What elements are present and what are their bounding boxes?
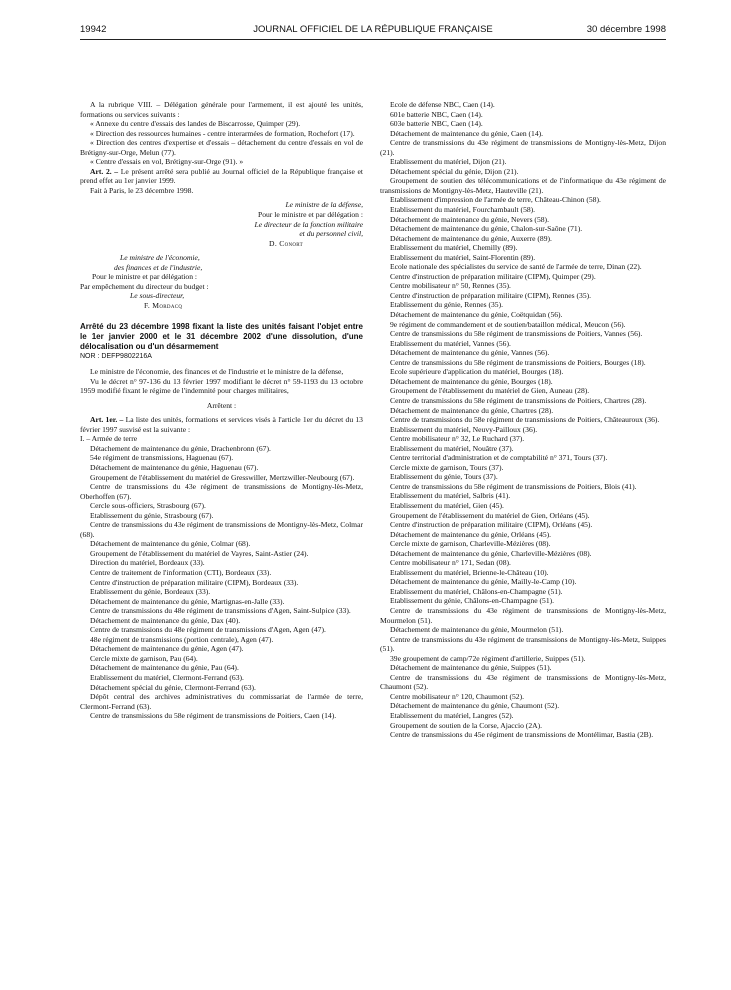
list-item: Etablissement du génie, Bordeaux (33).	[90, 587, 211, 597]
list-item: Etablissement du génie, Châlons-en-Champagne (51).	[390, 596, 555, 606]
list-item: Groupement de l'établissement du matériel de Gien, Orléans (45).	[390, 510, 590, 520]
signature-line: Par empêchement du directeur du budget :	[80, 281, 209, 291]
list-item: Centre mobilisateur n° 171, Sedan (08).	[390, 558, 511, 568]
list-item: Etablissement du matériel, Vannes (56).	[390, 338, 511, 348]
header-rule	[80, 39, 666, 40]
list-item: Ecole supérieure d'application du matériel, Bourges (18).	[390, 367, 564, 377]
list-item: Détachement de maintenance du génie, Colmar (68).	[90, 539, 251, 549]
list-item: Détachement de maintenance du génie, Haguenau (67).	[90, 462, 259, 472]
list-item: 48e régiment de transmissions (portion centrale), Agen (47).	[90, 634, 274, 644]
list-item: Cercle sous-officiers, Strasbourg (67).	[90, 501, 206, 511]
list-item: Etablissement du matériel, Dijon (21).	[390, 157, 507, 167]
list-item: Centre de transmissions du 58e régiment de transmissions de Poitiers, Caen (14).	[90, 711, 337, 721]
left-unit-list	[80, 444, 363, 721]
list-item: Centre d'instruction de préparation militaire (CIPM), Bordeaux (33).	[90, 577, 299, 587]
list-item: « Centre d'essais en vol, Brétigny-sur-Orge (91). »	[90, 157, 244, 167]
page-header	[80, 24, 666, 38]
list-item: Groupement de soutien de la Corse, Ajaccio (2A).	[390, 720, 543, 730]
list-item: Centre mobilisateur n° 120, Chaumont (52).	[390, 691, 525, 701]
signatory-name: D. Conort	[269, 238, 303, 248]
article-2-label: Art. 2. –	[90, 166, 119, 176]
list-item: Cercle mixte de garnison, Pau (64).	[90, 653, 198, 663]
page-number: 19942	[80, 24, 107, 35]
signature-line: Le ministre de l'économie,	[120, 253, 200, 263]
list-item: Détachement de maintenance du génie, Chalon-sur-Saône (71).	[390, 224, 583, 234]
list-item: Groupement de soutien des télécommunications et de l'informatique du 43e régiment de transmissions de Montigny-lès-Metz, Hauteville (21).	[380, 176, 666, 195]
list-item: Détachement spécial du génie, Clermont-Ferrand (63).	[90, 682, 256, 692]
list-item: Etablissement du génie, Tours (37).	[390, 472, 498, 482]
article-2-text: Le présent arrêté sera publié au Journal officiel de la République française et prend effet au 1er janvier 1999.	[80, 166, 363, 186]
list-item: Centre d'instruction de préparation militaire (CIPM), Rennes (35).	[390, 290, 592, 300]
list-item: Centre de transmissions du 43e régiment de transmissions de Montigny-lès-Metz, Suippes (51).	[380, 634, 666, 654]
list-item: Centre de transmissions du 45e régiment de transmissions de Montélimar, Bastia (2B).	[390, 730, 654, 740]
list-item: 9e régiment de commandement et de soutien/bataillon médical, Meucon (56).	[390, 319, 626, 329]
list-item: 39e groupement de camp/72e régiment d'artillerie, Suippes (51).	[390, 653, 586, 663]
list-item: Détachement de maintenance du génie, Pau (64).	[90, 663, 239, 673]
issue-date: 30 décembre 1998	[586, 24, 666, 35]
preamble-paragraph: Le ministre de l'économie, des finances et de l'industrie et le ministre de la défense,	[90, 367, 344, 377]
list-item: Groupement de l'établissement du matériel de Vayres, Saint-Astier (24).	[90, 548, 309, 558]
list-item: Centre de transmissions du 43e régiment de transmissions de Montigny-lès-Metz, Dijon (21).	[380, 138, 666, 157]
nor-reference: NOR : DEFP9802216A	[80, 353, 152, 361]
list-item: Centre de transmissions du 48e régiment de transmissions d'Agen, Agen (47).	[90, 625, 326, 635]
list-item: 54e régiment de transmissions, Haguenau (67).	[90, 453, 234, 463]
list-item: Détachement de maintenance du génie, Mailly-le-Camp (10).	[390, 577, 577, 587]
list-item: Cercle mixte de garnison, Tours (37).	[390, 462, 504, 472]
list-item: Etablissement du génie, Rennes (35).	[390, 300, 504, 310]
list-item: Etablissement du matériel, Châlons-en-Champagne (51).	[390, 586, 563, 596]
list-item: Centre de transmissions du 43e régiment de transmissions de Montigny-lès-Metz, Mourmelon (51).	[380, 605, 666, 625]
arretent: Arrêtent :	[206, 400, 237, 410]
list-item: Etablissement du matériel, Nouâtre (37).	[390, 443, 514, 453]
list-item: Détachement de maintenance du génie, Coëtquidan (56).	[390, 310, 563, 320]
list-item: 601e batterie NBC, Caen (14).	[390, 109, 483, 119]
list-item: Détachement de maintenance du génie, Bourges (18).	[390, 376, 553, 386]
signatory-name: F. Mordacq	[144, 300, 183, 310]
list-item: Centre d'instruction de préparation militaire (CIPM), Orléans (45).	[390, 520, 593, 530]
list-item: Etablissement du matériel, Neuvy-Pailloux (36).	[390, 424, 538, 434]
signature-line: des finances et de l'industrie,	[114, 262, 203, 272]
list-item: Détachement de maintenance du génie, Nevers (58).	[390, 214, 549, 224]
list-item: Centre de transmissions du 58e régiment de transmissions de Poitiers, Chartres (28).	[390, 395, 647, 405]
section-heading: I. – Armée de terre	[80, 434, 138, 444]
list-item: Centre de transmissions du 58e régiment de transmissions de Poitiers, Châteauroux (36).	[390, 415, 660, 425]
list-item: Groupement de l'établissement du matériel de Gien, Auneau (28).	[390, 386, 590, 396]
article-2	[80, 167, 363, 186]
list-item: « Direction des centres d'expertise et d'essais – détachement du centre d'essais en vol de Brétigny-sur-Orge, Melun (77).	[80, 138, 363, 157]
list-item: Etablissement du matériel, Salbris (41).	[390, 491, 511, 501]
list-item: Centre d'instruction de préparation militaire (CIPM), Quimper (29).	[390, 271, 596, 281]
right-unit-list	[380, 100, 666, 740]
list-item: Détachement de maintenance du génie, Agen (47).	[90, 644, 244, 654]
list-item: Etablissement du matériel, Clermont-Ferrand (63).	[90, 672, 244, 682]
article-1-label: Art. 1er. –	[90, 415, 124, 425]
signature-line: et du personnel civil,	[299, 229, 363, 239]
list-item: Direction du matériel, Bordeaux (33).	[90, 558, 205, 568]
signature-line: Le ministre de la défense,	[285, 200, 363, 210]
list-item: Centre de transmissions du 58e régiment de transmissions de Poitiers, Vannes (56).	[390, 329, 643, 339]
list-item: Centre de transmissions du 58e régiment de transmissions de Poitiers, Blois (41).	[390, 481, 637, 491]
list-item: Détachement de maintenance du génie, Chartres (28).	[390, 405, 554, 415]
list-item: Détachement de maintenance du génie, Dax (40).	[90, 615, 241, 625]
list-item: Ecole nationale des spécialistes du service de santé de l'armée de terre, Dinan (22).	[390, 262, 642, 272]
list-item: Détachement spécial du génie, Dijon (21).	[390, 166, 519, 176]
article-1	[80, 415, 363, 434]
list-item: « Annexe du centre d'essais des landes de Biscarrosse, Quimper (29).	[90, 119, 301, 129]
decree-title: Arrêté du 23 décembre 1998 fixant la liste des unités faisant l'objet entre le 1er janvier 2000 et le 31 décembre 2002 d'une dissolution, d'une délocalisation ou d'un désarmement	[80, 322, 363, 352]
left-column	[80, 100, 363, 721]
list-item: Centre de traitement de l'information (CTI), Bordeaux (33).	[90, 567, 272, 577]
right-column	[380, 100, 666, 740]
list-item: Détachement de maintenance du génie, Martignas-en-Jalle (33).	[90, 596, 285, 606]
signature-line: Pour le ministre et par délégation :	[257, 210, 363, 220]
list-item: « Direction des ressources humaines - centre interarmées de formation, Rochefort (17).	[90, 128, 355, 138]
list-item: Groupement de l'établissement du matériel de Gresswiller, Mertzwiller-Neubourg (67).	[90, 472, 355, 482]
list-item: Détachement de maintenance du génie, Vannes (56).	[390, 348, 550, 358]
list-item: Détachement de maintenance du génie, Chaumont (52).	[390, 701, 560, 711]
done-at: Fait à Paris, le 23 décembre 1998.	[90, 185, 194, 195]
journal-title: JOURNAL OFFICIEL DE LA RÉPUBLIQUE FRANÇAISE	[253, 24, 493, 35]
list-item: Etablissement du matériel, Saint-Florentin (89).	[390, 252, 536, 262]
list-item: Etablissement du matériel, Gien (45).	[390, 500, 504, 510]
article-1-text: La liste des unités, formations et services visés à l'article 1er du décret du 13 février 1997 susvisé est la suivante :	[80, 415, 363, 434]
list-item: Centre territorial d'administration et de comptabilité n° 371, Tours (37).	[390, 453, 608, 463]
signature-line: Le sous-directeur,	[130, 291, 185, 301]
list-item: Centre de transmissions du 43e régiment de transmissions de Montigny-lès-Metz, Colmar (68).	[80, 520, 363, 539]
list-item: Détachement de maintenance du génie, Suippes (51).	[390, 663, 552, 673]
list-item: Centre de transmissions du 58e régiment de transmissions de Poitiers, Bourges (18).	[390, 357, 646, 367]
list-item: Détachement de maintenance du génie, Orléans (45).	[390, 529, 552, 539]
list-item: Etablissement du matériel, Langres (52).	[390, 711, 514, 720]
list-item: Détachement de maintenance du génie, Charleville-Mézières (08).	[390, 548, 592, 558]
list-item: Ecole de défense NBC, Caen (14).	[390, 100, 495, 109]
list-item: Centre de transmissions du 48e régiment de transmissions d'Agen, Saint-Sulpice (33).	[90, 606, 351, 616]
intro-paragraph: A la rubrique VIII. – Délégation générale pour l'armement, il est ajouté les unités, formations ou services suivants :	[80, 100, 363, 119]
list-item: Etablissement du matériel, Brienne-le-Château (10).	[390, 567, 549, 577]
list-item: Détachement de maintenance du génie, Caen (14).	[390, 128, 544, 138]
list-item: 603e batterie NBC, Caen (14).	[390, 119, 483, 129]
list-item: Centre de transmissions du 43e régiment de transmissions de Montigny-lès-Metz, Oberhoffen (67).	[80, 482, 363, 501]
list-item: Cercle mixte de garnison, Charleville-Mézières (08).	[390, 539, 551, 549]
list-item: Etablissement du génie, Strasbourg (67).	[90, 510, 214, 520]
list-item: Etablissement d'impression de l'armée de terre, Château-Chinon (58).	[390, 195, 601, 205]
list-item: Centre mobilisateur n° 50, Rennes (35).	[390, 281, 511, 291]
preamble-paragraph: Vu le décret n° 97-136 du 13 février 1997 modifiant le décret n° 59-1193 du 13 octobre 1959 modifié fixant le régime de l'indemnité pour charges militaires,	[80, 376, 363, 396]
list-item: Etablissement du matériel, Chemilly (89).	[390, 243, 518, 253]
signature-line: Pour le ministre et par délégation :	[92, 272, 198, 282]
list-item: Centre de transmissions du 43e régiment de transmissions de Montigny-lès-Metz, Chaumont (52).	[380, 672, 666, 692]
list-item: Dépôt central des archives administratives du commissariat de l'armée de terre, Clermont-Ferrand (63).	[80, 692, 363, 711]
list-item: Détachement de maintenance du génie, Drachenbronn (67).	[90, 443, 271, 453]
list-item: Centre mobilisateur n° 32, Le Ruchard (37).	[390, 434, 525, 444]
list-item: Détachement de maintenance du génie, Mourmelon (51).	[390, 625, 564, 635]
list-item: Détachement de maintenance du génie, Auxerre (89).	[390, 233, 552, 243]
list-item: Etablissement du matériel, Fourchambault (58).	[390, 205, 536, 215]
signature-line: Le directeur de la fonction militaire	[254, 219, 363, 229]
